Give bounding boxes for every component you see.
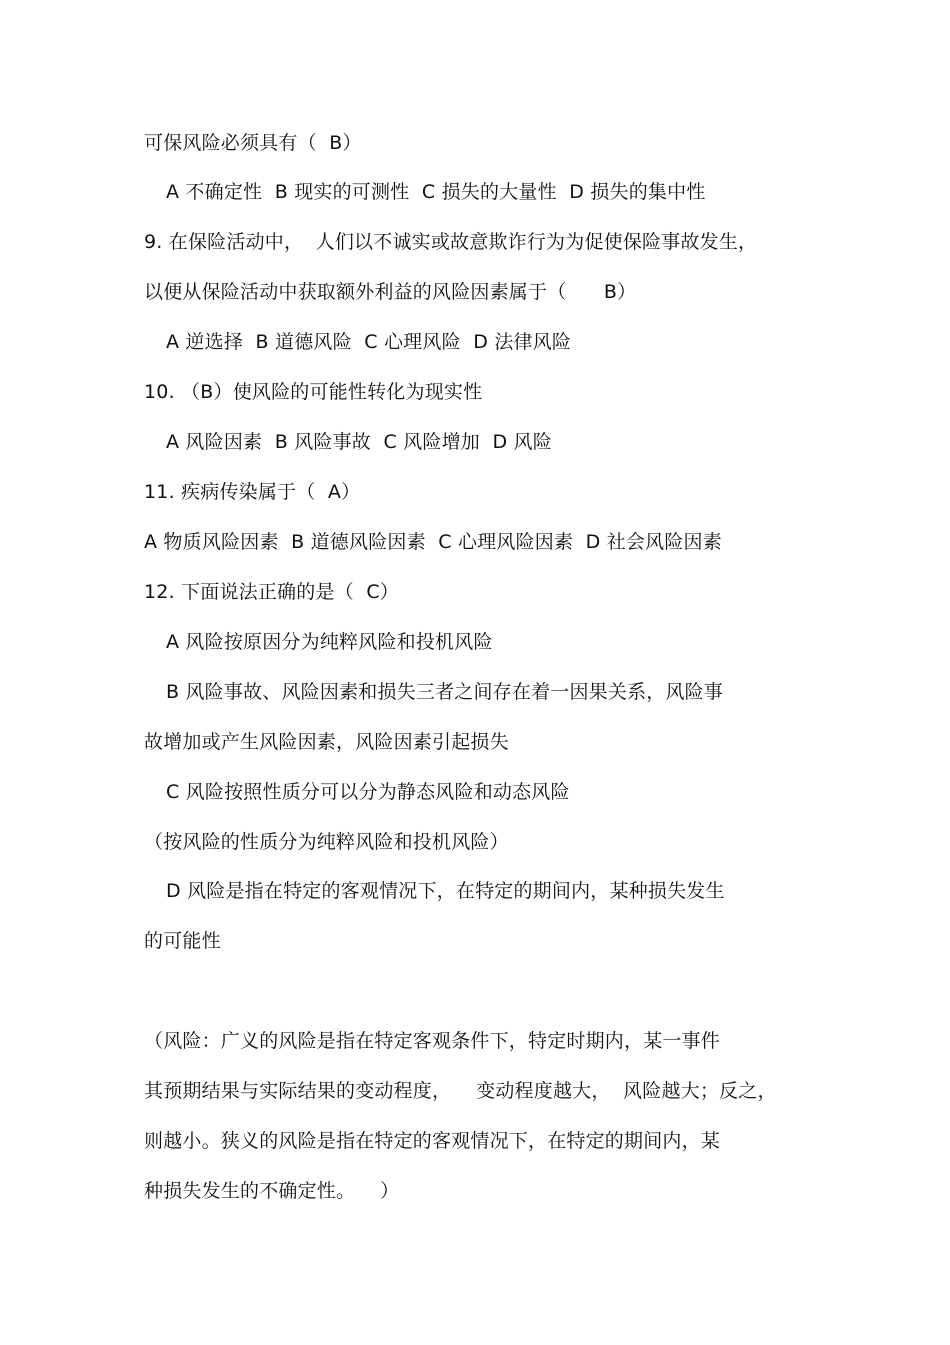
question-10-stem: 10. （B）使风险的可能性转化为现实性 <box>144 381 483 403</box>
question-10-options: A 风险因素 B 风险事故 C 风险增加 D 风险 <box>166 431 552 453</box>
question-12-stem: 12. 下面说法正确的是（ C） <box>144 581 400 603</box>
risk-definition-note-line-4: 种损失发生的不确定性。 ） <box>144 1180 400 1202</box>
question-9-stem-continued: 以便从保险活动中获取额外利益的风险因素属于（ B） <box>144 281 637 303</box>
question-12-option-d: D 风险是指在特定的客观情况下，在特定的期间内，某种损失发生 <box>166 880 725 902</box>
risk-definition-note-line-3: 则越小。狭义的风险是指在特定的客观情况下，在特定的期间内，某 <box>144 1130 721 1152</box>
question-8-options: A 不确定性 B 现实的可测性 C 损失的大量性 D 损失的集中性 <box>166 181 706 203</box>
question-12-option-c-note: （按风险的性质分为纯粹风险和投机风险） <box>144 831 509 853</box>
question-12-option-b-continued: 故增加或产生风险因素，风险因素引起损失 <box>144 731 509 753</box>
question-9-options: A 逆选择 B 道德风险 C 心理风险 D 法律风险 <box>166 331 572 353</box>
question-12-option-d-continued: 的可能性 <box>144 930 221 952</box>
question-12-option-a: A 风险按原因分为纯粹风险和投机风险 <box>166 631 493 653</box>
risk-definition-note-line-2: 其预期结果与实际结果的变动程度， 变动程度越大， 风险越大；反之， <box>144 1080 777 1102</box>
question-12-option-b: B 风险事故、风险因素和损失三者之间存在着一因果关系，风险事 <box>166 681 724 703</box>
question-11-options: A 物质风险因素 B 道德风险因素 C 心理风险因素 D 社会风险因素 <box>144 531 722 553</box>
risk-definition-note-line-1: （风险：广义的风险是指在特定客观条件下，特定时期内，某一事件 <box>144 1030 721 1052</box>
question-8-stem: 可保风险必须具有（ B） <box>144 132 362 154</box>
question-9-stem: 9. 在保险活动中， 人们以不诚实或故意欺诈行为为促使保险事故发生， <box>144 231 758 253</box>
question-12-option-c: C 风险按照性质分可以分为静态风险和动态风险 <box>166 781 570 803</box>
question-11-stem: 11. 疾病传染属于（ A） <box>144 481 361 503</box>
